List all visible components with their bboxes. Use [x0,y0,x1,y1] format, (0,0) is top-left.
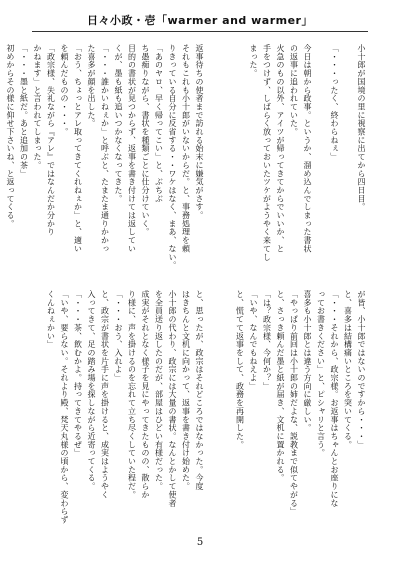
text-column-top-right: 小十郎が国境の里に視察に出てから四日目。 「・・・ったく、終わらねぇ」 今日は朝から政事。というか、溜め込んでしまった書状 の返事に追われていた。 火急のもの以外、アイツが帰ってきてからでいいか、と 手をつけず、しばらく放っておいたツケがようやく来てし まった。 [249,44,366,262]
text-column-bottom-left: と、思ったが、政宗はそれどころではなかった。今度 はきちんと文机に向かって、返事を書き付け始めた。 小十郎の代わり、政宗には大量の書状。なんとかして使者 を全員送り返したのだが、部屋はひどい有様だった。 成実がそれとなく様子を見にやってきたものの、散らか り様に、声を掛けるのを忘れて立ち尽くしていた程だ。 「・・・おう、入れよ」 と、政宗が書状を片手に声を掛けると、成実はようやく 入ってきて、足の踏み場を探しながら近寄ってくる。 「・・・茶、飲むかよ。持ってきてやるぜ」 「いや、要らない。それより殿、梵天丸様の頃から、変わらず くんねぇかい」 [46,290,204,524]
text-column-bottom-right: が皆、小十郎ではないのですから・・・」 と、喜多は結構痛いところを突いてくる。 「・・・それから、政宗様。お返事はちゃんとお座りにな ってお書きください」と、ピシャリと言う。 喜多も小十郎とは違う方向に厳しい。 「やっぱり前回は小十郎の姉だよな、説教まで似てやがる」 と、さっき頼んだ墨と紙が届き、文机に置かれる。 「は？政宗様、今何か？」 「いや、なんでもねえよ」 と、慌てて返事をして、政務を再開した。 [235,290,366,516]
page-number: 5 [196,537,204,548]
header-rule [32,31,368,32]
page-header-title: 日々小政・壱「warmer and warmer」 [86,14,313,27]
text-column-top-left: 返事待ちの使者まで訪れる始末に嫌気がさす。 それもこれも小十郎がいないからだ。と、事務処理を頼 りきっている自分に反省する・・ワケはなく、まあ、ない。 「あのヤロ、早く帰ってこい」と、ぶちぶ ち愚痴りながら、書状を種類ごとに仕分けていく。 目的の書状が見つからず、返事を書き付けては返してい くが、墨も紙も追いつかなくなってきた。 「・・・誰かいねぇか」と呼ぶと、たまたま通りかかっ た喜多が顔を出した。 「おう、ちょっとアレ取ってきてくれねぇか」と、適い を頼んだものの・・・。 「政宗様、失礼ながら『アレ』ではなんだか分かり かねます」と言われてしまった。 「・・・墨と紙だ。あと追加の茶」 初めからその様に仰せ下さいね、と返ってくる。 [6,44,204,270]
